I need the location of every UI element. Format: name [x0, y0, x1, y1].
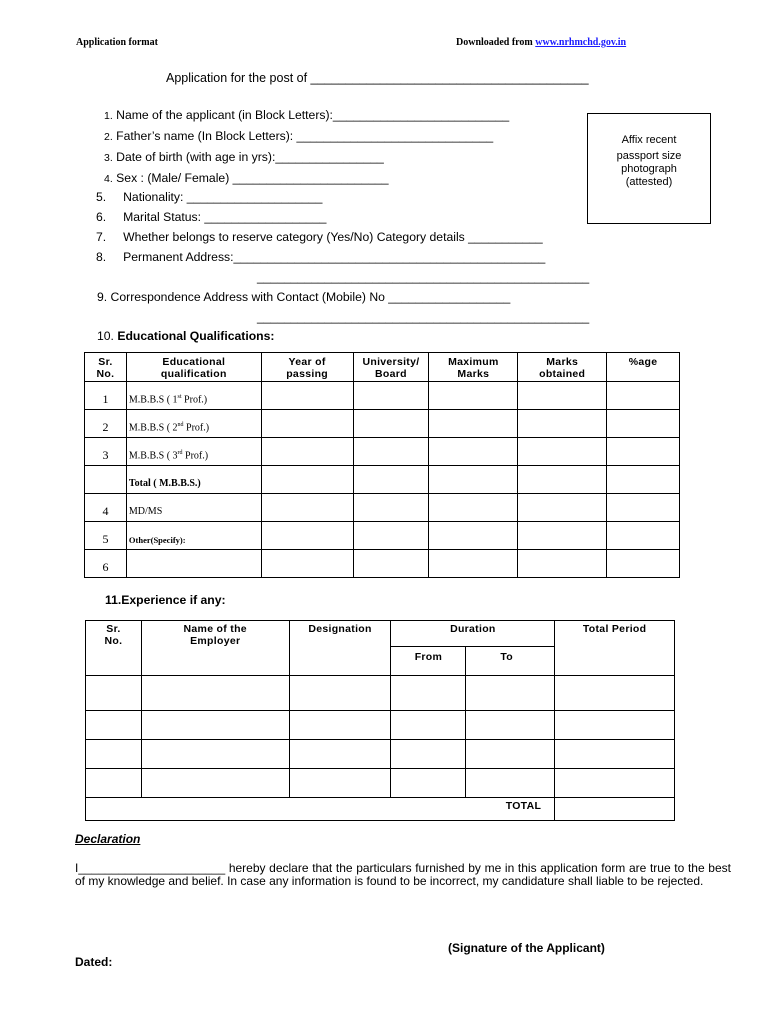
table-row — [85, 494, 680, 522]
total-period-cell[interactable] — [555, 676, 675, 711]
col-header-percentage: %age — [607, 353, 680, 382]
year-cell[interactable] — [261, 466, 353, 494]
from-cell[interactable] — [391, 740, 466, 769]
marks-obtained-cell[interactable] — [518, 466, 607, 494]
sr-no-cell[interactable] — [86, 740, 142, 769]
field-number: 7. — [96, 230, 107, 244]
sr-no-cell: 3 — [85, 438, 127, 466]
experience-header-row — [86, 621, 675, 647]
from-cell[interactable] — [391, 676, 466, 711]
permanent-address-line[interactable]: _________________________________________________ — [257, 270, 590, 284]
employer-cell[interactable] — [141, 711, 289, 740]
qualification-cell: M.B.B.S ( 2nd Prof.) — [126, 410, 261, 438]
from-cell[interactable] — [391, 711, 466, 740]
col-header-sr-no: Sr. No. — [86, 621, 142, 676]
table-row — [86, 676, 675, 711]
field-text: Father’s name (In Block Letters): _____________________________ — [116, 129, 494, 143]
field-name[interactable] — [104, 108, 509, 122]
qualification-cell: MD/MS — [126, 494, 261, 522]
qualification-cell[interactable] — [126, 550, 261, 578]
field-permanent-address[interactable] — [96, 250, 545, 264]
university-cell[interactable] — [353, 438, 429, 466]
source-link[interactable]: www.nrhmchd.gov.in — [535, 37, 627, 48]
header-left: Application format — [76, 37, 158, 48]
declaration-heading: Declaration — [75, 832, 141, 846]
photo-box — [587, 113, 711, 224]
sr-no-cell[interactable] — [86, 711, 142, 740]
max-marks-cell[interactable] — [429, 382, 518, 410]
total-row — [86, 798, 675, 821]
year-cell[interactable] — [261, 522, 353, 550]
marks-obtained-cell[interactable] — [518, 382, 607, 410]
sr-no-cell — [85, 466, 127, 494]
qualification-cell: Other(Specify): — [126, 522, 261, 550]
photo-text-line: Affix recent — [621, 134, 677, 146]
university-cell[interactable] — [353, 382, 429, 410]
col-header-marks-obtained: Marks obtained — [518, 353, 607, 382]
dated-label: Dated: — [75, 955, 113, 969]
university-cell[interactable] — [353, 494, 429, 522]
to-cell[interactable] — [466, 676, 555, 711]
designation-cell[interactable] — [289, 769, 391, 798]
photo-text-line: passport size — [616, 150, 682, 162]
col-header-to: To — [466, 647, 555, 676]
marks-obtained-cell[interactable] — [518, 522, 607, 550]
percentage-cell[interactable] — [607, 522, 680, 550]
field-text: Date of birth (with age in yrs):________________ — [116, 150, 384, 164]
total-period-cell[interactable] — [555, 740, 675, 769]
percentage-cell[interactable] — [607, 494, 680, 522]
designation-cell[interactable] — [289, 676, 391, 711]
employer-cell[interactable] — [141, 676, 289, 711]
field-text: Nationality: ____________________ — [123, 190, 323, 204]
table-row — [85, 550, 680, 578]
section-title: Educational Qualifications: — [117, 329, 275, 343]
percentage-cell[interactable] — [607, 438, 680, 466]
total-label: TOTAL — [86, 798, 555, 821]
university-cell[interactable] — [353, 550, 429, 578]
experience-table — [85, 620, 675, 821]
sr-no-cell: 2 — [85, 410, 127, 438]
field-text: Sex : (Male/ Female) _______________________ — [116, 171, 389, 185]
percentage-cell[interactable] — [607, 382, 680, 410]
university-cell[interactable] — [353, 466, 429, 494]
year-cell[interactable] — [261, 410, 353, 438]
col-header-sr-no: Sr. No. — [85, 353, 127, 382]
to-cell[interactable] — [466, 740, 555, 769]
to-cell[interactable] — [466, 769, 555, 798]
photo-text-line: (attested) — [625, 176, 673, 188]
percentage-cell[interactable] — [607, 550, 680, 578]
col-header-employer: Name of the Employer — [141, 621, 289, 676]
marks-obtained-cell[interactable] — [518, 410, 607, 438]
col-header-year: Year of passing — [261, 353, 353, 382]
col-header-from: From — [391, 647, 466, 676]
form-title: Application for the post of ________________________________________ — [166, 71, 589, 85]
experience-heading: 11.Experience if any: — [105, 593, 226, 607]
field-marital-status[interactable] — [96, 210, 326, 224]
employer-cell[interactable] — [141, 740, 289, 769]
table-row — [86, 740, 675, 769]
marks-obtained-cell[interactable] — [518, 494, 607, 522]
percentage-cell[interactable] — [607, 410, 680, 438]
table-row — [85, 522, 680, 550]
sr-no-cell: 1 — [85, 382, 127, 410]
education-heading — [97, 329, 274, 343]
header-source-label: Downloaded from — [456, 37, 533, 48]
field-number: 4. — [104, 173, 113, 185]
col-header-university: University/ Board — [353, 353, 429, 382]
field-text: Permanent Address:______________________________________________ — [123, 250, 546, 264]
sr-no-cell: 4 — [85, 494, 127, 522]
field-category[interactable] — [96, 230, 543, 244]
max-marks-cell[interactable] — [429, 410, 518, 438]
max-marks-cell[interactable] — [429, 494, 518, 522]
table-row — [85, 438, 680, 466]
section-number: 10. — [97, 329, 114, 343]
field-text: Marital Status: __________________ — [123, 210, 327, 224]
col-header-total-period: Total Period — [555, 621, 675, 676]
education-header-row — [85, 353, 680, 382]
year-cell[interactable] — [261, 550, 353, 578]
table-row — [85, 382, 680, 410]
total-period-value[interactable] — [555, 798, 675, 821]
field-sex[interactable] — [104, 171, 389, 185]
header-right — [456, 37, 626, 48]
field-dob[interactable] — [104, 150, 384, 164]
total-period-cell[interactable] — [555, 711, 675, 740]
field-nationality[interactable] — [96, 190, 322, 204]
qualification-cell: M.B.B.S ( 3rd Prof.) — [126, 438, 261, 466]
qualification-cell: M.B.B.S ( 1st Prof.) — [126, 382, 261, 410]
designation-cell[interactable] — [289, 740, 391, 769]
field-number: 6. — [96, 210, 107, 224]
declaration-text: I______________________ hereby declare that the particulars furnished by me in this application form are true to the best of my knowledge and belief. In case any information is found to be incorrect, my candidature shall liable to be rejected. — [75, 861, 731, 888]
field-number: 1. — [104, 110, 113, 122]
max-marks-cell[interactable] — [429, 466, 518, 494]
sr-no-cell: 5 — [85, 522, 127, 550]
field-text: Name of the applicant (in Block Letters):__________________________ — [116, 108, 510, 122]
table-row — [85, 410, 680, 438]
field-correspondence-address[interactable]: 9. Correspondence Address with Contact (Mobile) No __________________ — [97, 290, 511, 304]
signature-label: (Signature of the Applicant) — [448, 941, 605, 955]
max-marks-cell[interactable] — [429, 522, 518, 550]
field-father-name[interactable] — [104, 129, 493, 143]
max-marks-cell[interactable] — [429, 438, 518, 466]
sr-no-cell[interactable] — [86, 676, 142, 711]
from-cell[interactable] — [391, 769, 466, 798]
sr-no-cell: 6 — [85, 550, 127, 578]
photo-text-line: photograph — [621, 163, 677, 175]
table-row — [86, 769, 675, 798]
col-header-designation: Designation — [289, 621, 391, 676]
field-number: 5. — [96, 190, 107, 204]
field-number: 3. — [104, 152, 113, 164]
designation-cell[interactable] — [289, 711, 391, 740]
education-table — [84, 352, 680, 578]
sr-no-cell[interactable] — [86, 769, 142, 798]
col-header-qualification: Educational qualification — [126, 353, 261, 382]
max-marks-cell[interactable] — [429, 550, 518, 578]
university-cell[interactable] — [353, 410, 429, 438]
table-row — [86, 711, 675, 740]
field-text: Whether belongs to reserve category (Yes/No) Category details ___________ — [123, 230, 543, 244]
qualification-cell: Total ( M.B.B.S.) — [126, 466, 261, 494]
col-header-duration: Duration — [391, 621, 555, 647]
to-cell[interactable] — [466, 711, 555, 740]
marks-obtained-cell[interactable] — [518, 438, 607, 466]
year-cell[interactable] — [261, 438, 353, 466]
marks-obtained-cell[interactable] — [518, 550, 607, 578]
col-header-max-marks: Maximum Marks — [429, 353, 518, 382]
year-cell[interactable] — [261, 494, 353, 522]
percentage-cell[interactable] — [607, 466, 680, 494]
total-period-cell[interactable] — [555, 769, 675, 798]
field-number: 2. — [104, 131, 113, 143]
university-cell[interactable] — [353, 522, 429, 550]
correspondence-address-line[interactable]: _________________________________________________ — [257, 310, 590, 324]
field-number: 8. — [96, 250, 107, 264]
year-cell[interactable] — [261, 382, 353, 410]
table-row — [85, 466, 680, 494]
employer-cell[interactable] — [141, 769, 289, 798]
